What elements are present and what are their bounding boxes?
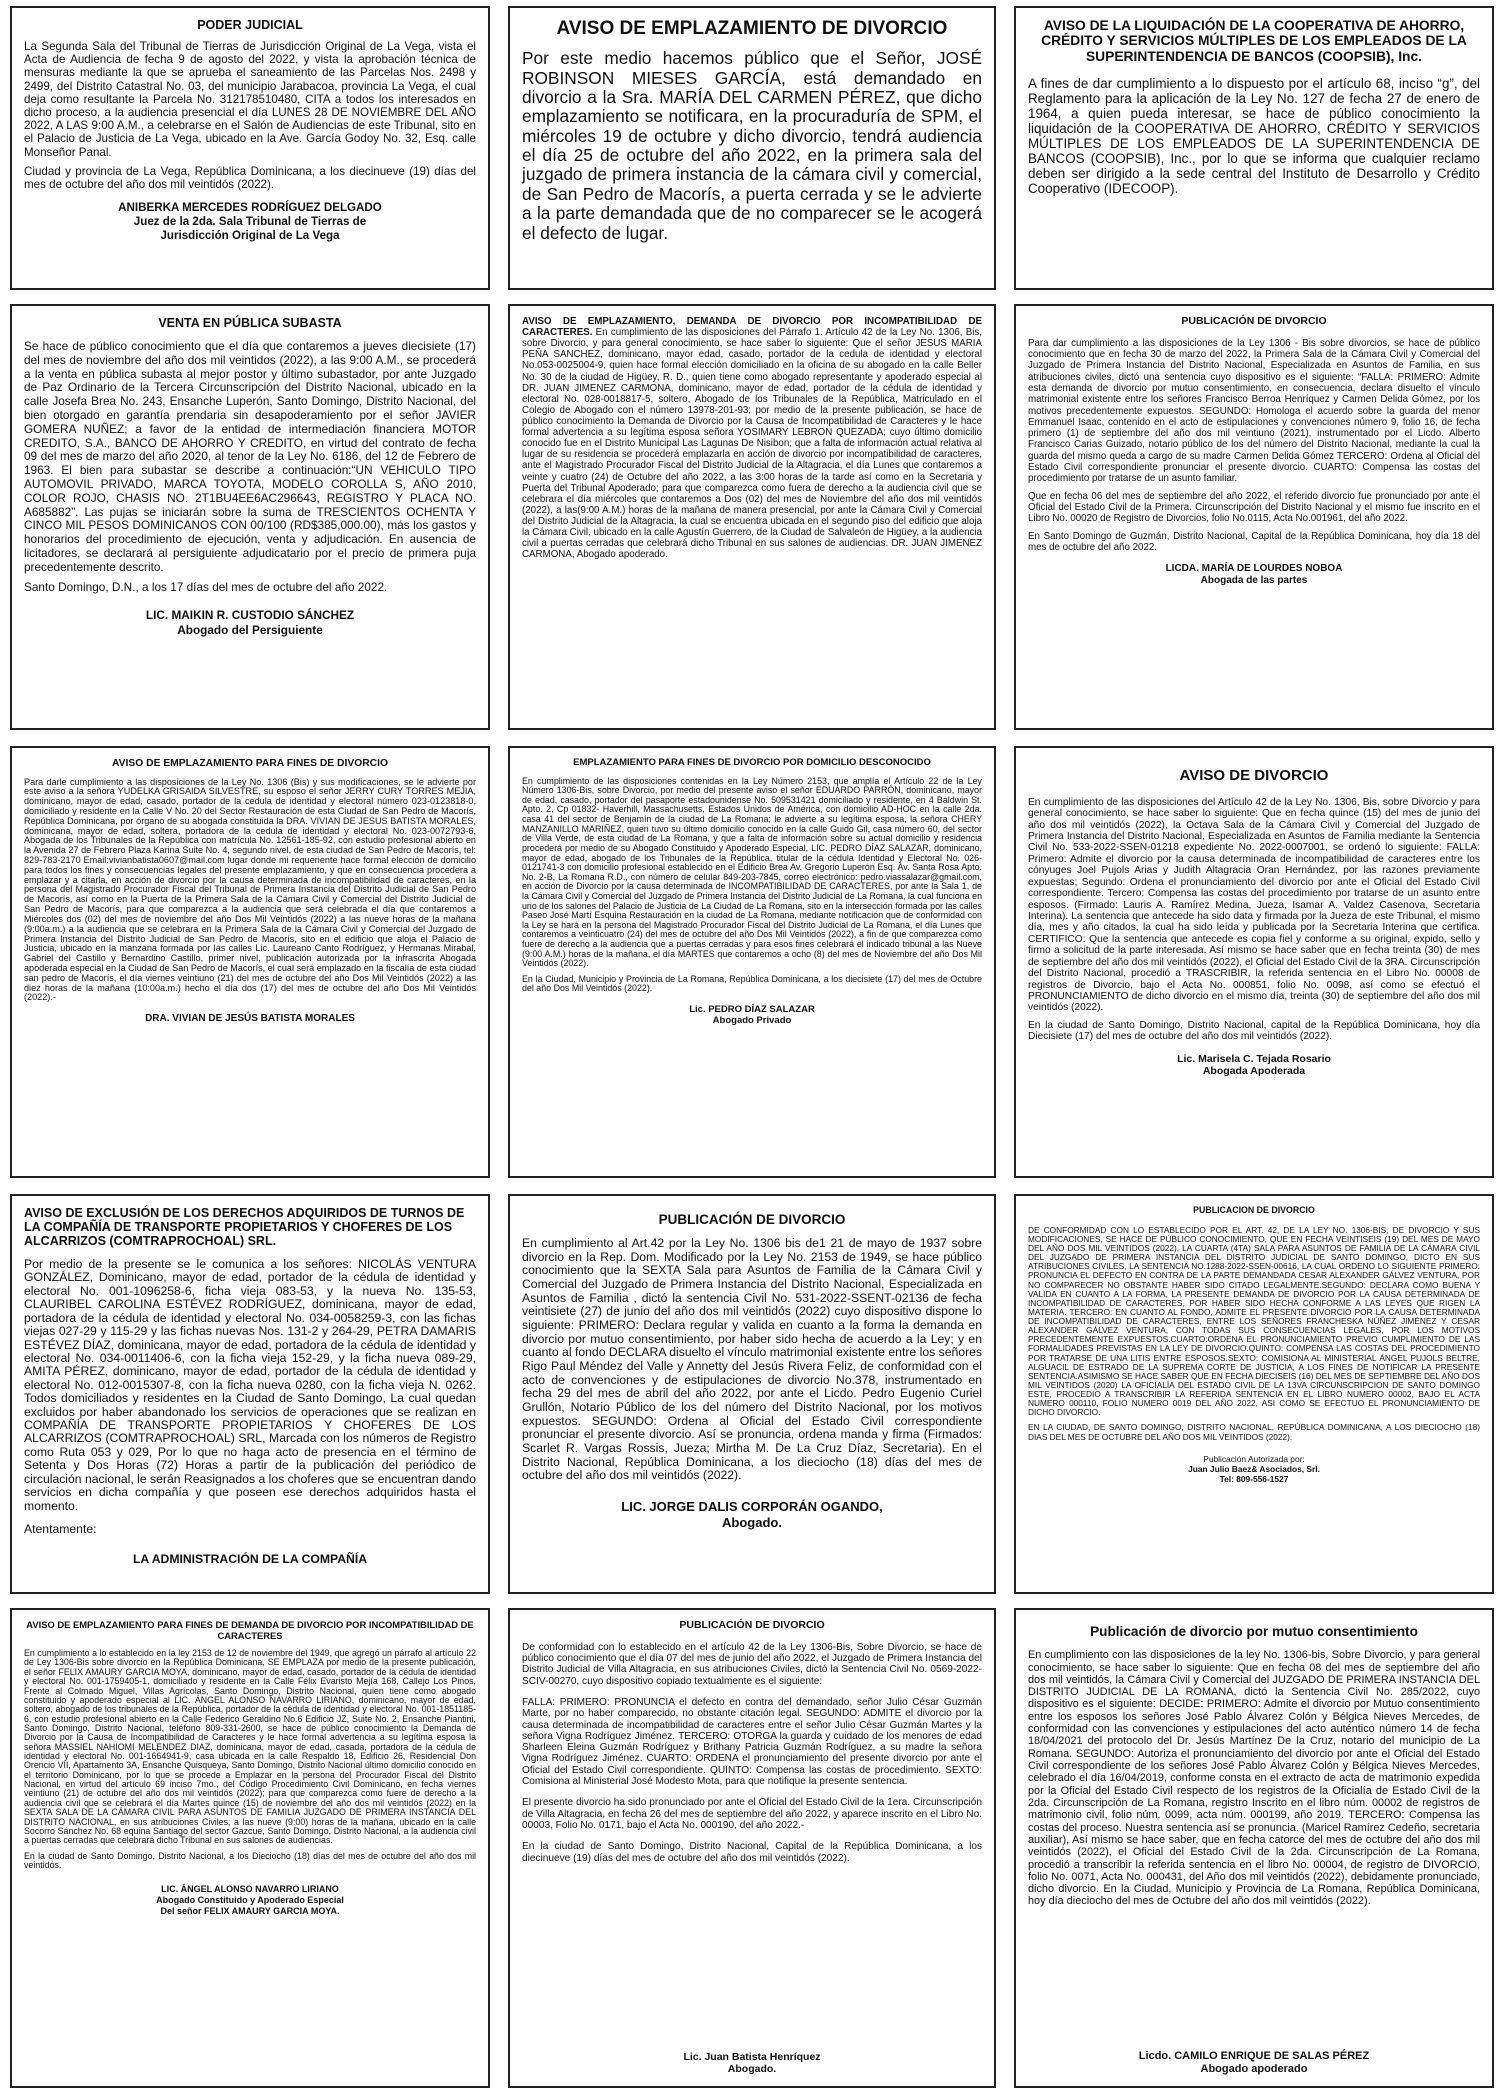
spacer [522, 1870, 982, 2047]
notice-paragraph: FALLA: PRIMERO: PRONUNCIA el defecto en contra del demandado, señor Julio César Guzmán Marte, por no haber comparecido, no obstante citación legal. SEGUNDO: ADMITE el divorcio por la causa determinada de incompatibilidad de caracteres entre el señor Julio César Guzmán Martes y la señora Vigna Rodríguez Jiménez. TERCERO: OTORGA la guarda y cuidado de los menores de edad Sharleen Eleina Guzmán Rodríguez y Brithany Patricia Guzmán Rodríguez, a su madre la señora Vigna Rodríguez Jiménez. CUARTO: ORDENA el pronunciamiento del presente divorcio por ante el Oficial del Estado Civil correspondiente. QUINTO: Compensa las costas de procedimiento. SEXTO: Comisiona al Ministerial José Modesto Mota, para que notifique la presente sentencia. [522, 1696, 982, 1788]
signature-name: LICDA. MARÍA DE LOURDES NOBOA [1165, 563, 1343, 575]
notice-paragraph: En cumplimiento de las disposiciones contenidas en la Ley Número 2153, que amplía el Artículo 22 de la Ley Número 1306-Bis, sobre Divorcio, por medio del presente aviso el señor EDUARDO PARRÓN, dominicano, mayor de edad, casado, portador del pasaporte estadounidense No. 509531421 domiciliado y residente, en 4 Baldwin St. Apto. 2, Cp 01832- Haverhill, Massachusetts, Estados Unidos de América, con domicilio AD-HOC en la calle 2da. casa 41 del sector de Benjamín de la ciudad de La Romana; le advierte a su legítima esposa, la señora CHERY MANZANILLO MARIÑEZ, quien tuvo su último domicilio conocido en la calle Guido Gil, casa número 60, del sector de Villa Verde, de esta ciudad de La Romana, y que a falta de información sobre su actual domicilio y residencia procederá por medio de su Abogado Constituido y Apoderado Especial, LIC. PEDRO DÍAZ SALAZAR, dominicano, mayor de edad, abogado de los Tribunales de la República, titular de la cédula Identidad y Electoral No. 026-0121741-3 con domicilio profesional establecido en el Edificio Brea Av. Gregorio Luperón Esq. Av. Santa Rosa Apto. No. 2-B, La Romana R.D., con número de celular 849-203-7845, correo electrónico: pedro.viassalazar@gmail.com, en acción de Divorcio por la causa determinada de INCOMPATIBILIDAD DE CARACTERES, por ante la Sala 1, de la Cámara Civil y Comercial del Juzgado de Primera Instancia del Distrito Judicial de La Romana, la cual funciona en uno de los salones del Palacio de Justicia de La Ciudad de La Romana, sito en la intersección formada por las calles Paseo José Martí Esquina Restauración en la ciudad de La Romana, mediante notificación que de conformidad con la Ley se hará en la persona del Magistrado Procurador Fiscal del Distrito Judicial de La Romana, el día Lunes que contaremos a veinticuatro (24) del mes de octubre del año Dos Mil Veintidós (2022), a fin de que comparezca como fuere de derecho a la audiencia que a puertas cerradas y para esos fines celebrará el indicado tribunal a las Nueve (9:00 A.M.) horas de la mañana, el día MARTES que contaremos a ocho (8) del mes de Noviembre del año Dos Mil Veintidós (2022). [522, 775, 982, 969]
notice-signature [1028, 1454, 1480, 1484]
notice-emplazamiento-fines-divorcio [10, 746, 490, 1178]
notice-signature [1028, 563, 1480, 587]
notice-aviso-emplazamiento-divorcio [508, 6, 996, 290]
notice-body [1028, 1649, 1480, 1914]
notice-title: AVISO DE EMPLAZAMIENTO, DEMANDA DE DIVORCIO POR INCOMPATIBILIDAD DE CARACTERES. [522, 316, 982, 339]
notice-title: AVISO DE EMPLAZAMIENTO DE DIVORCIO [556, 18, 948, 39]
signature-role: Abogado apoderado [1200, 2062, 1308, 2075]
signature-name: Juan Julio Baez& Asociados, Srl. [1188, 1463, 1320, 1474]
notice-body [522, 1642, 982, 1870]
notice-signature [24, 608, 476, 636]
signature-role: Abogada Apoderada [1202, 1065, 1306, 1078]
notice-paragraph: Ciudad y provincia de La Vega, República Dominicana, a los diecinueve (19) días del mes de octubre del año dos mil veintidós (2022). [24, 164, 476, 192]
signature-role: Del señor FELIX AMAURY GARCIA MOYA. [160, 1905, 340, 1916]
notice-paragraph: Para dar cumplimiento a las disposiciones de la Ley 1306 - Bis sobre divorcios, se hace de público conocimiento que en fecha 30 de marzo del 2022, la Primera Sala de la Cámara Civil y Comercial del Juzgado de Primera Instancia del Distrito Nacional, Especializada en Asuntos de Familia, en sus atribuciones civiles, dictó una sentencia cuyo dispositivo es el siguiente: “FALLA: PRIMERO: Admite esta demanda de divorcio por mutuo consentimiento, en consecuencia, declara disuelto el vínculo matrimonial existente entre los señores Francisco Berroa Henríquez y Carmen Delida Gómez, por los motivos precedentemente expuestos. SEGUNDO: Homologa el acuerdo sobre la guarda del menor Emmanuel Isaac, contenido en el acto de estipulaciones y convenciones número 9, folio 16, de fecha primero (1) de septiembre del año dos mil veintiuno (2021), instrumentado por el Licdo. Alberto Francisco Carias Guizado, notario público de los del número del Distrito Nacional, mediante la cual la guarda del mismo queda a cargo de su madre Carmen Delida Gómez TERCERO: Ordena al Oficial del Estado Civil correspondiente pronunciar el presente divorcio. CUARTO: Compensa las costas del procedimiento por tratarse de un asunto familiar. [1028, 337, 1480, 485]
notice-publicacion-divorcio-noboa [1014, 304, 1494, 730]
notice-paragraph: En cumplimiento con las disposiciones de la ley No. 1306-bis, Sobre Divorcio, y para general conocimiento, se hace saber lo siguiente: Que en fecha 08 del mes de septiembre del año dos mil veintidós, la Cámara Civil y Comercial del JUZGADO DE PRIMERA INSTANCIA DEL DISTRITO JUDICIAL DE LA ROMANA, dictó la Sentencia Civil No. 285/2022, cuyo dispositivo es el siguiente: DECIDE: PRIMERO: Admite el divorcio por Mutuo consentimiento entre los esposos los señores José Pablo Álvarez Colón y Bélgica Nieves Mercedes, de conformidad con las convenciones y estipulaciones del acto auténtico número 14 de fecha 18/04/2021 del protocolo del Dr. Jesús Martínez De la Cruz, notario del municipio de La Romana. SEGUNDO: Autoriza el pronunciamiento del divorcio por ante el Oficial del Estado Civil correspondiente de los señores José Pablo Álvarez Colón y Bélgica Nieves Mercedes, celebrado el día 16/04/2019, conforme consta en el extracto de acta de matrimonio expedida por la Oficial del Estado Civil respecto de los registros de la Oficialía de Estado Civil de la 2da. Circunscripción de La Romana, registro Inscrito en el libro núm. 00002 de registros de matrimonio civil, folio núm. 0099, acta núm. 000199, año 2019. TERCERO: Compensa las costas del proceso. Nuestra sentencia así se pronuncia. (Maricel Ramírez Cedeño, secretaria auxiliar), Así mismo se hace saber, que en fecha catorce del mes de octubre del año dos mil veintidós (2022), el Oficial del Estado Civil de la 2da. Circunscripción de La Romana, procedió a transcribir la referida sentencia en el libro No. 00004, de registro de DIVORCIO, folio No. 0071, Acta No. 000431, del Año dos mil veintidós (2022), debidamente pronunciado, dicho divorcio. En la Ciudad, Municipio y Provincia de La Romana, República Dominicana, hoy día dieciocho del mes de Octubre del año dos mil veintidós (2022). [1028, 1649, 1480, 1908]
spacer [1028, 1914, 1480, 2046]
notice-paragraph: Santo Domingo, D.N., a los 17 días del mes de octubre del año 2022. [24, 579, 388, 594]
notice-emplazamiento-incompatibilidad [508, 304, 996, 730]
notice-venta-publica-subasta [10, 304, 490, 730]
notice-body [24, 40, 476, 197]
signature-role: Abogado. [727, 2063, 777, 2076]
notice-paragraph: DE CONFORMIDAD CON LO ESTABLECIDO POR EL ART. 42, DE LA LEY NO. 1306-BIS, DE DIVORCIO Y SUS MODIFICACIONES, SE HACE DE PÚBLICO CONOCIMIENTO, QUE EN FECHA VEINTISEIS (19) DEL MES DE MAYO DEL AÑO DOS MIL VEINTIDOS (2022), LA CUARTA (4TA) SALA PARA ASUNTOS DE FAMILIA DE LA CÁMARA CIVIL DEL JUZGADO DE PRIMERA INSTANCIA DEL DISTRITO JUDICIAL DE SANTO DOMINGO, DICTO EN SUS ATRIBUCIONES CIVILES, LA SENTENCIA NO.1288-2022-SSEN-00616, LA CUAL ORDENO LO SIGUIENTE PRIMERO: PRONUNCIA EL DEFECTO EN CONTRA DE LA PARTE DEMANDADA CESAR ALEXANDER GÁLVEZ VENTURA, POR NO COMPARECER NO OBSTANTE HABER SIDO CITADO LEGALMENTE.SEGUNDO: DECLARA COMO BUENA Y VALIDA EN CUANTO A LA FORMA, LA PRESENTE DEMANDA DE DIVORCIO POR LA CAUSA DETERMINADA DE INCOMPATIBILIDAD DE CARACTERES, POR HABER SIDO HECHA CONFORME A LAS LEYES QUE RIGEN LA MATERIA. TERCERO: EN CUANTO AL FONDO, ADMITE EL PRESENTE DIVORCIO POR LA CAUSA DETERMINADA DE INCOMPATIBILIDAD DE CARACTERES, ENTRE LOS SEÑORES FRANCHESKA NÚÑEZ JIMÉNEZ Y CESAR ALEXANDER GÁLVEZ VENTURA, CON TODAS SUS CONSECUENCIAS LEGALES, POR LOS MOTIVOS PRECEDENTEMENTE EXPUESTOS.CUARTO:ORDENA EL PRONUNCIAMIENTO PREVIO CUMPLIMIENTO DE LAS FORMALIDADES PREVISTAS EN LA LEY DE DIVORCIO.QUINTO: COMPENSA LAS COSTAS DEL PROCEDIMIENTO POR TRATARSE DE UNA LITIS ENTRE ESPOSOS.SEXTO: COMISIONA AL MINISTERIAL ÁNGEL PUJOLS BELTRE, ALGUACIL DE ESTRADO DE LA SUPREMA CORTE DE JUSTICIA, A LOS FINES DE NOTIFICAR LA PRESENTE SENTENCIA.ASIMISMO SE HACE SABER QUE EN FECHA DIECISEIS (16) DEL MES DE SEPTIEMBRE DEL AÑO DOS MIL VEINTIDOS (2020) LA OFICIALÍA DEL ESTADO CIVIL DE LA 13VA CIRCUNSCRIPCION DE SANTO DOMINGO ESTE, PROCEDIO A TRANSCRIBIR LA REFERIDA SENTENCIA EN EL LIBRO NUMERO 00002, BAJO EL ACTA NUMERO 000110, FOLIO NUMERO 0019 DEL AÑO 2022, ASI COMO SE EFECTUO EL PRONUNCIAMIENTO DE DICHO DIVORCIO. [1028, 1224, 1480, 1418]
notice-paragraph: En la Ciudad, Municipio y Provincia de La Romana, República Dominicana, a los diecisiete (17) del mes de Octubre del año Dos Mil Veintidós (2022). [522, 973, 982, 994]
notice-paragraph: En cumplimiento al Art.42 por la Ley No. 1306 bis de1 21 de mayo de 1937 sobre divorcio en la Rep. Dom. Modificado por la Ley No. 2153 de 1949, se hace público conocimiento que la SEXTA Sala para Asuntos de Familia de la Cámara Civil y Comercial del Juzgado de Primera Instancia del Distrito Nacional, Especializada en Asuntos de Familia , dictó la sentencia Civil No. 531-2022-SSENT-02136 de fecha veintisiete (27) de junio del año dos mil veintidós (2022) cuyo dispositivo dispone lo siguiente: PRIMERO: Declara regular y valida en cuanto a la forma la demanda en divorcio por mutuo consentimiento, por haber sido hecha de acuerdo a la Ley; y en cuanto al fondo DECLARA disuelto el vínculo matrimonial existente entre los señores Rigo Paul Méndez del Valle y Annetty del Jesús Rivera Feliz, de conformidad con el acto de convenciones y de estipulaciones de divorcio No.378, instrumentado en fecha 29 del mes de abril del año 2022, por ante el Licdo. Pedro Eugenio Curiel Grullón, Notario Público de los del número del Distrito Nacional, por los motivos expuestos. SEGUNDO: Ordena al Oficial del Estado Civil correspondiente pronunciar el presente divorcio. Así se pronuncia, ordena manda y firma (Firmados: Scarlet R. Vargas Rossis, Jueza; Mirtha M. De La Cruz Díaz, Secretaria). En el Distrito Nacional, República Dominicana, a los dieciocho (18) días del mes de octubre del año dos mil veintidós (2022). [522, 1236, 982, 1483]
notice-emplazamiento-domicilio-desconocido [508, 746, 996, 1178]
signature-role: Juez de la 2da. Sala Tribunal de Tierras de [133, 215, 367, 229]
notice-title: VENTA EN PÚBLICA SUBASTA [158, 316, 342, 330]
signature-name: Lic. PEDRO DÍAZ SALAZAR [689, 1004, 815, 1016]
notice-body [1028, 76, 1480, 202]
signature-name: DRA. VIVIAN DE JESÚS BATISTA MORALES [145, 1013, 355, 1025]
notice-title: PUBLICACIÓN DE DIVORCIO [1181, 315, 1327, 327]
signature-role: Jurisdicción Original de La Vega [160, 229, 340, 243]
notice-title: PUBLICACION DE DIVORCIO [1193, 1205, 1315, 1215]
notice-signature [522, 1004, 982, 1027]
notice-title: Publicación de divorcio por mutuo consentimiento [1090, 1624, 1418, 1639]
signature-name: ANIBERKA MERCEDES RODRÍGUEZ DELGADO [118, 201, 382, 215]
notice-paragraph: La Segunda Sala del Tribunal de Tierras de Jurisdicción Original de La Vega, vista el Acta de Audiencia de fecha 9 de agosto del 2022, y vista la aprobación técnica de mensuras mediante la que se aprueba el saneamiento de las Parcelas Nos. 2498 y 2499, del Distrito Catastral No. 03, del municipio Jarabacoa, provincia La Vega, el cual deja como resultante la Parcela No. 312178510480, CITA a todos los interesados en dicho proceso, a la audiencia presencial el día LUNES 28 DE NOVIEMBRE DEL AÑO 2022, A LAS 9:00 A.M., a celebrarse en el Salón de Audiencias de este Tribunal, sito en el Palacio de Justicia de La Vega, ubicado en la Ave. García Godoy No. 32, Esq. calle Monseñor Panal. [24, 40, 476, 159]
notice-paragraph: De conformidad con lo establecido en el artículo 42 de la Ley 1306-Bis, Sobre Divorcio, se hace de público conocimiento que el día 07 del mes de junio del año 2022, el Juzgado de Primera Instancia del Distrito Judicial de Villa Altagracia, en sus atribuciones Civiles, dictó la Sentencia Civil No. 0569-2022-SCIV-00270, cuyo dispositivo copiado textualmente es el siguiente: [522, 1641, 982, 1687]
notice-body [1028, 1226, 1480, 1448]
notice-paragraph: A fines de dar cumplimiento a lo dispuesto por el artículo 68, inciso “g”, del Reglamento para la aplicación de la Ley No. 127 de fecha 27 de enero de 1964, a quien pueda interesar, se hace de público conocimiento la liquidación de la COOPERATIVA DE AHORRO, CRÉDITO Y SERVICIOS MÚLTIPLES DE LOS EMPLEADOS DE LA SUPERINTENDENCIA DE BANCOS (COOPSIB), Inc., por lo que se informa que cualquier reclamo deben ser dirigido a la sede central del Instituto de Desarrollo y Crédito Cooperativo (IDECOOP). [1028, 76, 1480, 197]
notice-body [1028, 338, 1480, 559]
notice-paragraph: En Santo Domingo de Guzmán, Distrito Nacional, Capital de la República Dominicana, hoy día 18 del mes de octubre del año 2022. [1028, 530, 1480, 553]
notice-body [24, 1649, 476, 1876]
notice-body [522, 777, 982, 1000]
notice-title: PUBLICACIÓN DE DIVORCIO [679, 1619, 825, 1631]
signature-name: LIC. JORGE DALIS CORPORÁN OGANDO, [621, 1498, 883, 1514]
notice-paragraph: Para darle cumplimiento a las disposiciones de la Ley No. 1306 (Bis) y sus modificaciones, se le advierte por este aviso a la señora YUDELKA GRISAIDA SILVESTRE, su esposo el señor JERRY CURY TORRES MEJIA, dominicano, mayor de edad, casado, portador de la cedula de identidad y electoral número 023-0123818-0, domiciliado y residente en la Calle V No. 20 del Sector Restauración de esta Ciudad de San Pedro de Macorís, República Dominicana, por órgano de su abogada constituida la DRA. VIVIAN DE JESUS BATISTA MORALES, dominicana, mayor de edad, soltera, portadora de la cedula de identidad y electoral No. 023-0072793-6, Abogada de los Tribunales de la República con matrícula No. 12561-185-92, con estudio profesional abierto en la Avenida 27 de Febrero Plaza Karina Suite No. 4, segundo nivel, de esta ciudad de San Pedro de Macorís, tel: 829-783-2170 Email:vivianbatista0607@mail.com lugar donde mi requeriente hace formal elección de domicilio para todos los fines y consecuencias legales del presente emplazamiento, y que en consecuencia procedera a emplazar y a citarla, en acción de divorcio por la causa determinada de incompatibilidad de caracteres, en la persona del Magistrado Procurador Fiscal del Tribunal de Primera Instancia del Distrito Judicial de San Pedro de Macorís, así como en la Puerta de la Primera Sala de la Cámara Civil y Comercial del Distrito Judicial de San Pedro de Macorís, para que comparezca a la audiencia que será celebrada el día que contaremos a Miércoles dos (02) del mes de noviembre del año Dos Mil Veintidós (2022) a las nueve horas de la mañana (9:00a.m.) a la audiencia que se celebrara en la Primera Sala de la Cámara Civil y Comercial del Juzgado de Primera Instancia del Distrito Judicial de San Pedro de Macorís, sito en el edificio que aloja el Palacio de Justicia, ubicado en la manzana formada por las calles Lic. Laureano Canto Rodríguez, y Hermanas Mirabal, Gabriel del Castillo y Bernardino Castillo, primer nivel, publicación autorizada por la infrascrita Abogada apoderada especial en la Ciudad de San Pedro de Macorís, el cual será emplazado en la fiscalía de esta ciudad san pedro de Macorís, el día viernes veintiuno (21) del mes de octubre del año Dos Mil Veintidós (2022) a las diez horas de la mañana (10:00a.m.) hecho el día dos (17) del mes de octubre del año Dos Mil Veintidós (2022).- [24, 776, 476, 1003]
notice-paragraph: En la ciudad de Santo Domingo, Distrito Nacional, capital de la República Dominicana, hoy día Diecisiete (17) del mes de octubre del año dos mil veintidós (2022). [1028, 1019, 1480, 1043]
notice-body [1028, 797, 1480, 1049]
notice-paragraph: Por medio de la presente se le comunica a los señores: NICOLÁS VENTURA GONZÁLEZ, Dominicano, mayor de edad, portador de la cédula de identidad y electoral No. 001-1096258-6, ficha vieja 083-53, y la nueva No. 135-53, CLAURIBEL CAROLINA ESTÉVEZ RODRÍGUEZ, dominicana, mayor de edad, portadora de la cédula de identidad y electoral No. 034-0058259-3, con las fichas viejas 027-29 y 115-29 y las fichas nuevas Nos. 131-2 y 264-29, PETRA DAMARIS ESTÉVEZ DÍAZ, dominicana, mayor de edad, portadora de la cédula de identidad y electoral No. 034-0011406-6, con la ficha vieja 152-29, y la ficha nueva 089-29, AMITA PÉREZ, dominicano, mayor de edad, portador de la cédula de identidad y electoral No. 012-0015307-8, con la ficha nueva 0280, con la ficha vieja N. 0262. Todos domiciliados y residentes en la Ciudad de Santo Domingo, La cual quedan excluidos por haber abandonado los servicios de operaciones que se realizan en COMPAÑÍA DE TRANSPORTE PROPIETARIOS Y CHOFERES DE LOS ALCARRIZOS (COMTRAPROCHOAL) SRL, Marcada con los números de Registro como Ruta 053 y 029, Por lo que no haga acto de presencia en el término de Setenta y Dos Horas (72) Horas a partir de la publicación del periódico de circulación nacional, le serán Reasignados a los choferes que se encuentran dando servicios en dicha compañía y que poseen ese derechos adquiridos hasta el momento. [24, 1257, 476, 1513]
notice-title: PODER JUDICIAL [197, 18, 303, 32]
notice-title: AVISO DE EMPLAZAMIENTO PARA FINES DE DEMANDA DE DIVORCIO POR INCOMPATIBILIDAD DE CARACTERES [26, 1619, 474, 1641]
notice-title: EMPLAZAMIENTO PARA FINES DE DIVORCIO POR DOMICILIO DESCONOCIDO [573, 757, 931, 768]
notice-paragraph: El presente divorcio ha sido pronunciado por ante el Oficial del Estado Civil de la 1era. Circunscripción de Villa Altagracia, en fecha 26 del mes de septiembre del año 2022, y aparece inscrito en el Libro No. 00003, Folio No. 0171, bajo el Acta No. 000190, del año 2022.- [522, 1797, 982, 1831]
notice-paragraph: EN LA CIUDAD, DE SANTO DOMINGO, DISTRITO NACIONAL, REPÚBLICA DOMINICANA, A LOS DIECIOCHO (18) DIAS DEL MES DE OCTUBRE DEL AÑO DOS MIL VEINTIDOS (2022). [1028, 1422, 1480, 1442]
signature-name: Lic. Marisela C. Tejada Rosario [1177, 1052, 1331, 1065]
signature-role: Abogada de las partes [1200, 575, 1308, 587]
notice-paragraph [522, 316, 982, 560]
notice-body [24, 1258, 476, 1542]
notice-exclusion-comtraprochoal [10, 1194, 490, 1594]
notice-paragraph: Por este medio hacemos público que el Señor, JOSÉ ROBINSON MIESES GARCÍA, está demandado en divorcio a la Sra. MARÍA DEL CARMEN PÉREZ, que dicho emplazamiento se notificara, en la procuraduría de SPM, el miércoles 19 de octubre y dicho divorcio, tendrá audiencia el día 25 de octubre del año 2022, en la primera sala del juzgado de primera instancia de la cámara civil y comercial, de San Pedro de Macorís, a puerta cerrada y se le advierte a la parte demandada que de no comparecer se le acogerá el defecto de lugar. [522, 48, 982, 243]
notice-body [522, 316, 982, 566]
notice-paragraph: Se hace de público conocimiento que el día que contaremos a jueves diecisiete (17) del mes de noviembre del año dos mil veintidos (2022), a las 9:00 A.M., se procederá a la venta en pública subasta al mejor postor y último subastador, por ante Juzgado de Paz Ordinario de la Tercera Circunscripción del Distrito Nacional, ubicado en la calle Josefa Brea No. 243, Ensanche Luperón, Santo Domingo, Distrito Nacional, del bien otorgado en garantía prendaria sin desapoderamiento por el señor JAVIER GOMERA NUÑEZ; a favor de la entidad de intermediación financiera MOTOR CREDITO, S.A., BANCO DE AHORRO Y CREDITO, en virtud del contrato de fecha 09 del mes de marzo del año 2020, al tenor de la Ley No. 6186, del 12 de Febrero de 1963. El bien para subastar se describe a continuación:“UN VEHICULO TIPO AUTOMOVIL PRIVADO, MARCA TOYOTA, MODELO COROLLA S, AÑO 2010, COLOR ROJO, CHASIS NO. 2T1BU4EE6AC296643, REGISTRO Y PLACA NO. A685882”. Las pujas se iniciarán sobre la suma de TRESCIENTOS OCHENTA Y CINCO MIL PESOS DOMINICANOS CON 00/100 (RD$385,000.00), más los gastos y honorarios del procedimiento de ejecución, venta y adjudicación. En ausencia de licitadores, se declarará al persiguiente adjudicatario por el precio de primera puja precedentemente descrito. [24, 339, 476, 574]
notice-publicacion-divorcio-henriquez [508, 1608, 996, 2088]
signature-role: Abogado Privado [712, 1015, 792, 1027]
notice-signature [24, 1013, 476, 1025]
notice-signature [1028, 1053, 1480, 1078]
signature-label: Publicación Autorizada por: [1203, 1453, 1305, 1464]
notice-signature [522, 2051, 982, 2076]
signature-name: Lic. Juan Batista Henríquez [683, 2050, 821, 2063]
notice-emplazamiento-garcia-moya [10, 1608, 490, 2088]
notice-paragraph: En la ciudad de Santo Domingo, Distrito Nacional, Capital de la República Dominicana, a los diecinueve (19) días del mes de octubre del año dos mil veintidós (2022). [522, 1841, 982, 1864]
signature-name: LIC. MAIKIN R. CUSTODIO SÁNCHEZ [145, 608, 355, 623]
notice-paragraph: Atentamente: [24, 1522, 97, 1537]
notice-signature [24, 1552, 476, 1567]
notice-title: AVISO DE EXCLUSIÓN DE LOS DERECHOS ADQUIRIDOS DE TURNOS DE LA COMPAÑÍA DE TRANSPORTE PROPIETARIOS Y CHOFERES DE LOS ALCARRIZOS (COMTRAPROCHOAL) SRL. [24, 1206, 465, 1248]
notice-body [24, 778, 476, 1010]
notice-body [522, 1237, 982, 1489]
signature-role: Abogado. [722, 1514, 782, 1530]
notice-publicacion-divorcio-galvez [1014, 1194, 1494, 1594]
notice-title: PUBLICACIÓN DE DIVORCIO [658, 1212, 846, 1227]
signature-name: Licdo. CAMILO ENRIQUE DE SALAS PÉREZ [1138, 2049, 1370, 2062]
notice-divorcio-mutuo-consentimiento [1014, 1608, 1494, 2088]
notice-body [522, 49, 982, 249]
notice-liquidacion-coopsib [1014, 6, 1494, 290]
notice-paragraph-text: En cumplimiento de las disposiciones del Párrafo 1. Artículo 42 de la Ley No. 1306, Bis, sobre Divorcio, y para general conocimiento, se hace saber lo siguiente: Que el señor JESUS MARIA PEÑA SANCHEZ, dominicano, mayor edad, casado, portador de la cedula de identidad y electoral No.053-0025004-9, quien hace formal elección domiciliado en la oficina de su abogado en la calle Beller No. 30 de la ciudad de Higüey, R. D., quien tiene como abogado representante y apoderado especial al DR. JUAN JIMENEZ CARMONA, dominicano, mayor de edad, portador de la cédula de identidad y electoral No. 028-0018817-5, soltero, Abogado de los Tribunales de la República, Matriculado en el Colegio de Abogado con el número 13978-201-93; por medio de la presente publicación, se hace de público conocimiento la Demanda de Divorcio por la Causa de Incompatibilidad de Caracteres y le hace formal advertencia a su legítima esposa señora YOSIMARY LEBRON QUEZADA; cuyo último domicilio conocido fue en el Distrito Municipal Las Lagunas De Nisibon; que a falta de información actual relativa al lugar de su residencia se procederá emplazarla en acción de divorcio por incompatibilidad de caracteres, ante el Magistrado Procurador Fiscal del Distrito Judicial de la Altagracia, el día Lunes que contaremos a veinte y cuatro (24) de Octubre del año 2022, a las 3:00 horas de la tarde así como en la Secretaria y Puerta del Tribunal Apoderado; para que comparezca como fuera de derecho a la audiencia civil que se celebrara el día miércoles que contaremos a Dos (02) del mes de Noviembre del año dos mil veintidós (2022), a las(9:00 A.M.) horas de la mañana de manera presencial, por ante la Cámara Civil y Comercial del Distrito Judicial de la Altagracia, la cual se encuentra ubicada en el segundo piso del edificio que aloja la Cámara Civil, ubicado en la calle Agustín Guerrero, de la Ciudad de Salvaleón de Higüey, a la audiencia civil a puertas cerradas que celebrará dicho Tribunal en sus salones de audiencias. DR. JUAN JIMENEZ CARMONA, Abogado apoderado. [522, 327, 982, 561]
notice-body [24, 340, 476, 600]
notice-poder-judicial [10, 6, 490, 290]
notice-paragraph: En cumplimiento a lo establecido en la ley 2153 de 12 de noviembre del 1949, que agregó un párrafo al artículo 22 de Ley 1306-Bis sobre divorcio en la República Dominicana, SE EMPLAZA por medio de la presente publicación, el señor FELIX AMAURY GARCIA MOYA, dominicano, mayor de edad, casado, portador de la cédula de identidad y electoral No. 001-1759405-1, domiciliado y residente en la Calle Félix Evaristo Mejía 168, Callejo Los Pinos, Frente al Colmado Miguel, Villas Agrícolas, Santo Domingo, Distrito Nacional, quien tiene como abogado constituido y apoderado especial al LIC. ÁNGEL ALONSO NAVARRO LIRIANO, dominicano, mayor de edad, soltero, abogado de los tribunales de la República, portador de la cédula de identidad y electoral No. 001-1851185-6, con estudio profesional abierto en la Calle Federico Geraldino No.6 Edificio JZ, Suite No. 2, Ensanche Piantini, Santo Domingo, Distrito Nacional, teléfono 809-331-2600, se hace de público conocimiento la Demanda de Divorcio por la Causa de Incompatibilidad de Caracteres y le hace formal advertencia a su legítima esposa la señora MASSIEL NAHIOMI MELENDEZ DIAZ, dominicana, mayor de edad, casada, portadora de la cédula de identidad y electoral No. 001-1664941-9, casa ubicada en la calle Respaldo 18, Edificio 26, Residencial Don Orencio VII, Apartamento 3A, Ensanche Quisqueya, Santo Domingo, Distrito Nacional último domicilio conocido en el territorio Dominicano, por lo que se procede a Emplazar en la persona del Procurador Fiscal del Distrito Nacional, en virtud del artículo 69 inciso 7mo., del Código Procedimiento Civil Dominicano, en fecha viernes veintiuno (21) de octubre del año dos mil veintidós (2022); para que comparezca como fuere de derecho a la audiencia civil que se celebrará el día Martes quince (15) de noviembre del año dos mil veintidós (2022) en la SEXTA SALA DE LA CÁMARA CIVIL PARA ASUNTOS DE FAMILIA JUZGADO DE PRIMERA INSTANCIA DEL DISTRITO NACIONAL, en sus atribuciones Civiles, a las nueve (9:00) horas de la mañana, ubicado en la calle Socorro Sánchez No. 68 equina Santiago del sector Gazcue, Santo Domingo, Distrito Nacional, a la audiencia civil a puertas cerradas que celebrará dicho Tribunal en sus salones de audiencias. [24, 1648, 476, 1846]
signature-name: LA ADMINISTRACIÓN DE LA COMPAÑÍA [132, 1552, 368, 1567]
notice-paragraph: En la ciudad de Santo Domingo, Distrito Nacional, a los Dieciocho (18) días del mes de octubre del año dos mil veintidós. [24, 1850, 476, 1870]
notice-publicacion-divorcio-corporan [508, 1194, 996, 1594]
notice-paragraph: Que en fecha 06 del mes de septiembre del año 2022, el referido divorcio fue pronunciado por ante el Oficial del Estado Civil de la Primera. Circunscripción del Distrito Nacional y el mismo fue inscrito en el Libro No. 00020 de Registro de Divorcios, folio No.0115, Acta No.001961, del año 2022. [1028, 490, 1480, 525]
notice-aviso-divorcio-tejada [1014, 746, 1494, 1178]
notice-paragraph: En cumplimiento de las disposiciones del Artículo 42 de la Ley No. 1306, Bis, sobre Divorcio y para general conocimiento, se hace saber lo siguiente: Que en fecha quince (15) del mes de junio del año dos mil veintidós (2022), la Octava Sala de la Cámara Civil y Comercial del Juzgado de Primera Instancia del Distrito Nacional, Especializada en Asuntos de Familia mediante la Sentencia Civil No. 533-2022-SSEN-01218 expediente No. 2022-0007001, se ordenó lo siguiente: FALLA: Primero: Admite el divorcio por la causa determinada de incompatibilidad de caracteres entre los cónyuges Joel Pujols Arias y Judith Altagracia Oran Hernández, por las razones previamente expuestas; Segundo: Ordena el pronunciamiento del divorcio por ante el Oficial del Estado Civil correspondiente. Tercero: Compensa las costas del procedimiento por tratarse de un asunto entre esposos. (Firmado: Lauris A. Ramírez Medina, Jueza, Isamar A. Valdez Casenova, Secretaria Interina). La sentencia que antecede ha sido data y firmada por la Jueza de este Tribunal, el mismo día, mes y año citados, la cual ha sido leída y publicada por la Secretaria Interina que certifica. CERTIFICO: Que la sentencia que antecede es copia fiel y conforme a su original, expido, sello y firmo a solicitud de la parte interesada. Así mismo se hace saber que en fecha treinta (30) de mes de septiembre del año dos mil veintidós (2022), el Oficial del Estado Civil de la 3RA. Circunscripción del Distrito Nacional, procedió a TRASCRIBIR, la referida sentencia en el Libro No. 00008 de registros de Divorcio, bajo el Acta No. 000851, folio No. 0098, así como se efectuó el PRONUNCIAMIENTO de dicho divorcio en el mismo día, treinta (30) de septiembre del año dos mil veintidós (2022). [1028, 796, 1480, 1014]
notice-signature [522, 1499, 982, 1530]
notice-signature [24, 201, 476, 243]
notice-signature [1028, 2050, 1480, 2076]
notice-title: AVISO DE EMPLAZAMIENTO PARA FINES DE DIVORCIO [112, 758, 388, 769]
signature-role: Abogado Constituido y Apoderado Especial [156, 1895, 344, 1906]
signature-name: LIC. ÁNGEL ALONSO NAVARRO LIRIANO [161, 1884, 339, 1895]
notice-title: AVISO DE LA LIQUIDACIÓN DE LA COOPERATIVA DE AHORRO, CRÉDITO Y SERVICIOS MÚLTIPLES DE LOS EMPLEADOS DE LA SUPERINTENDENCIA DE BANCOS (COOPSIB), Inc. [1041, 18, 1467, 64]
notice-title: AVISO DE DIVORCIO [1179, 767, 1329, 784]
signature-role: Abogado del Persiguiente [177, 622, 323, 637]
notice-signature [24, 1884, 476, 1916]
signature-phone: Tel: 809-556-1527 [1219, 1473, 1289, 1484]
